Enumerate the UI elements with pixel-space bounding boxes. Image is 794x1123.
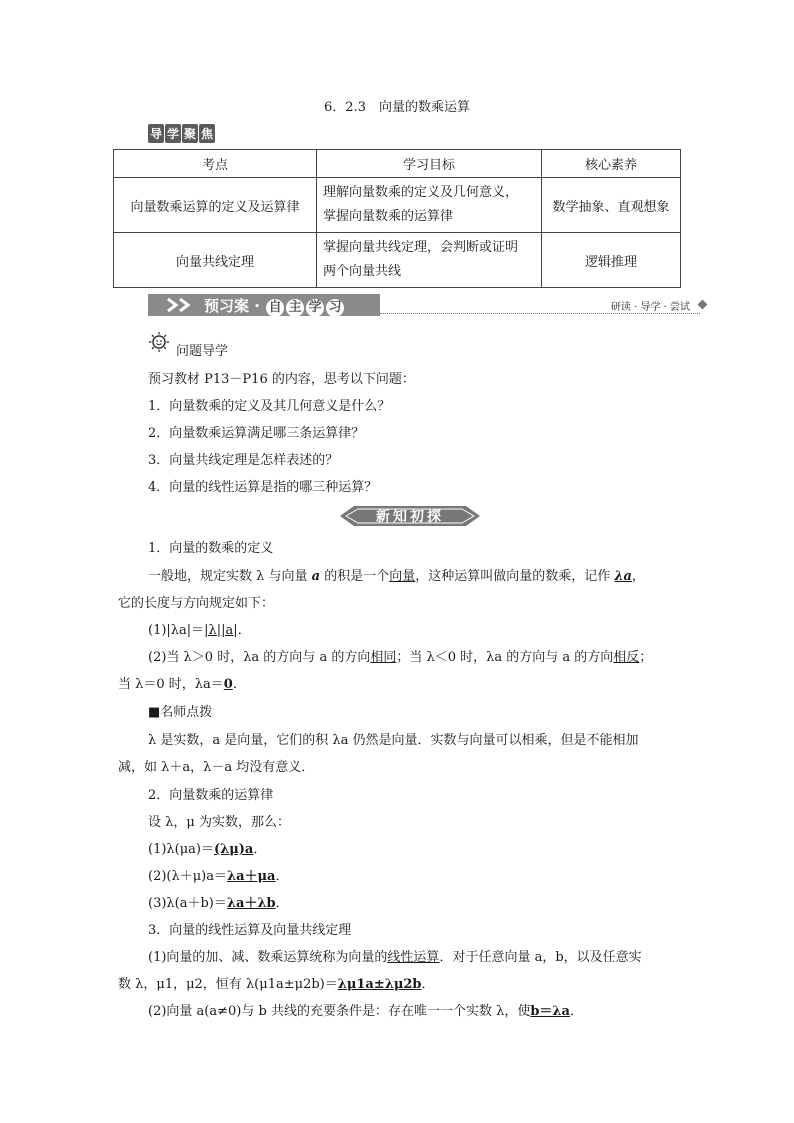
text: ．对于任意向量 a，b，以及任意实 xyxy=(439,950,642,965)
formula-line xyxy=(148,838,266,857)
formula-line xyxy=(148,892,289,911)
question-item: 4．向量的线性运算是指的哪三种运算？ xyxy=(148,480,378,495)
text: (1)向量的加、减、数乘运算统称为向量的 xyxy=(148,950,388,965)
answer: b＝λa xyxy=(530,1004,570,1019)
section-title: 1．向量的数乘的定义 xyxy=(148,541,274,556)
goals-table xyxy=(113,149,681,288)
question-item: 1．向量数乘的定义及其几何意义是什么？ xyxy=(148,399,391,414)
new-knowledge-banner xyxy=(340,504,480,528)
chevron-right-icon xyxy=(166,297,196,313)
answer: λa xyxy=(614,569,632,584)
answer: λμ1a±λμ2b xyxy=(337,977,422,992)
text: 一般地，规定实数 λ 与向量 xyxy=(148,569,312,584)
text: ． xyxy=(253,842,267,857)
header-cell: 学习目标 xyxy=(317,150,542,178)
tip-title: ■名师点拨 xyxy=(148,705,213,720)
table-row xyxy=(114,178,681,233)
banner-pre: 预习案 · xyxy=(204,297,260,315)
text: 的积是一个 xyxy=(320,569,390,584)
answer: 相同 xyxy=(370,650,397,665)
banner-circle: 主 xyxy=(286,299,304,317)
banner-side-text: 研读 · 导学 · 尝试 xyxy=(610,302,690,313)
cell-line: 理解向量数乘的定义及几何意义， xyxy=(323,185,519,200)
banner-circle: 学 xyxy=(306,299,324,317)
new-knowledge-label: 新知初探 xyxy=(376,509,444,525)
answer: 相反 xyxy=(613,650,640,665)
answer: λa＋λb xyxy=(226,896,276,911)
section-title: 3．向量的线性运算及向量共线定理 xyxy=(148,923,352,938)
answer: |λ||a| xyxy=(204,623,238,638)
badge-char: 学 xyxy=(165,124,181,143)
text: 数 λ，μ1，μ2，恒有 λ(μ1a±μ2b)＝ xyxy=(118,977,338,992)
text: (1)λ(μa)＝ xyxy=(148,842,214,857)
badge-char: 聚 xyxy=(182,124,198,143)
paragraph xyxy=(148,646,652,665)
section-title: 2．向量数乘的运算律 xyxy=(148,788,274,803)
text: ；当 λ＜0 时，λa 的方向与 a 的方向 xyxy=(396,650,614,665)
badge-char: 焦 xyxy=(199,124,215,143)
paragraph xyxy=(118,973,435,992)
text: (2)(λ＋μ)a＝ xyxy=(148,869,227,884)
text: (2)当 λ＞0 时，λa 的方向与 a 的方向 xyxy=(148,650,371,665)
text: ． xyxy=(232,677,246,692)
paragraph xyxy=(148,946,642,965)
text: 当 λ＝0 时，λa＝ xyxy=(118,677,224,692)
paragraph xyxy=(148,565,645,584)
diamond-icon xyxy=(698,300,708,310)
text: (1)|λa|＝ xyxy=(148,623,205,638)
text: ， xyxy=(631,569,645,584)
question-item: 3．向量共线定理是怎样表述的？ xyxy=(148,453,339,468)
cell-line: 掌握向量共线定理，会判断或证明 xyxy=(323,240,519,255)
text: ． xyxy=(237,623,251,638)
banner-rule xyxy=(380,313,700,314)
text: ． xyxy=(275,869,289,884)
answer: λa＋μa xyxy=(227,869,276,884)
answer: 线性运算 xyxy=(387,950,440,965)
paragraph: 它的长度与方向规定如下： xyxy=(118,596,275,611)
paragraph: 减，如 λ＋a，λ－a 均没有意义． xyxy=(118,760,315,775)
table-cell: 向量共线定理 xyxy=(114,233,317,288)
paragraph: λ 是实数，a 是向量，它们的积 λa 仍然是向量．实数与向量可以相乘，但是不能相加 xyxy=(148,733,639,748)
table-cell xyxy=(317,233,542,288)
table-cell: 逻辑推理 xyxy=(542,233,681,288)
text: ； xyxy=(639,650,653,665)
table-header-row xyxy=(114,150,681,178)
paragraph: 设 λ，μ 为实数，那么： xyxy=(148,815,290,830)
table-cell: 数学抽象、直观想象 xyxy=(542,178,681,233)
text: ，这种运算叫做向量的数乘，记作 xyxy=(415,569,615,584)
table-cell xyxy=(317,178,542,233)
text: ． xyxy=(421,977,435,992)
intro-text: 预习教材 P13－P16 的内容，思考以下问题： xyxy=(148,372,415,387)
cell-line: 两个向量共线 xyxy=(323,264,402,279)
banner-bar xyxy=(148,294,380,316)
answer: 向量 xyxy=(389,569,416,584)
text: ． xyxy=(569,1004,583,1019)
text: ． xyxy=(275,896,289,911)
banner-circle: 习 xyxy=(326,299,344,317)
paragraph xyxy=(118,673,246,692)
vector-a: a xyxy=(311,569,321,584)
table-cell: 向量数乘运算的定义及运算律 xyxy=(114,178,317,233)
text: (2)向量 a(a≠0)与 b 共线的充要条件是：存在唯一一个实数 λ，使 xyxy=(148,1004,531,1019)
paragraph xyxy=(148,1000,583,1019)
answer: 0 xyxy=(223,677,233,692)
answer: (λμ)a xyxy=(214,842,254,857)
text: (3)λ(a＋b)＝ xyxy=(148,896,227,911)
badge-char: 导 xyxy=(148,124,164,143)
sun-icon xyxy=(148,331,170,353)
formula-line xyxy=(148,619,251,638)
question-title: 问题导学 xyxy=(176,344,229,359)
banner-title xyxy=(204,295,345,317)
header-cell: 考点 xyxy=(114,150,317,178)
preview-banner xyxy=(148,294,708,316)
header-cell: 核心素养 xyxy=(542,150,681,178)
table-row xyxy=(114,233,681,288)
cell-line: 掌握向量数乘的运算律 xyxy=(323,209,454,224)
banner-circle: 自 xyxy=(266,299,284,317)
page-title: 6．2.3 向量的数乘运算 xyxy=(324,100,470,115)
formula-line xyxy=(148,865,289,884)
guide-badge xyxy=(148,124,216,143)
question-item: 2．向量数乘运算满足哪三条运算律？ xyxy=(148,426,365,441)
